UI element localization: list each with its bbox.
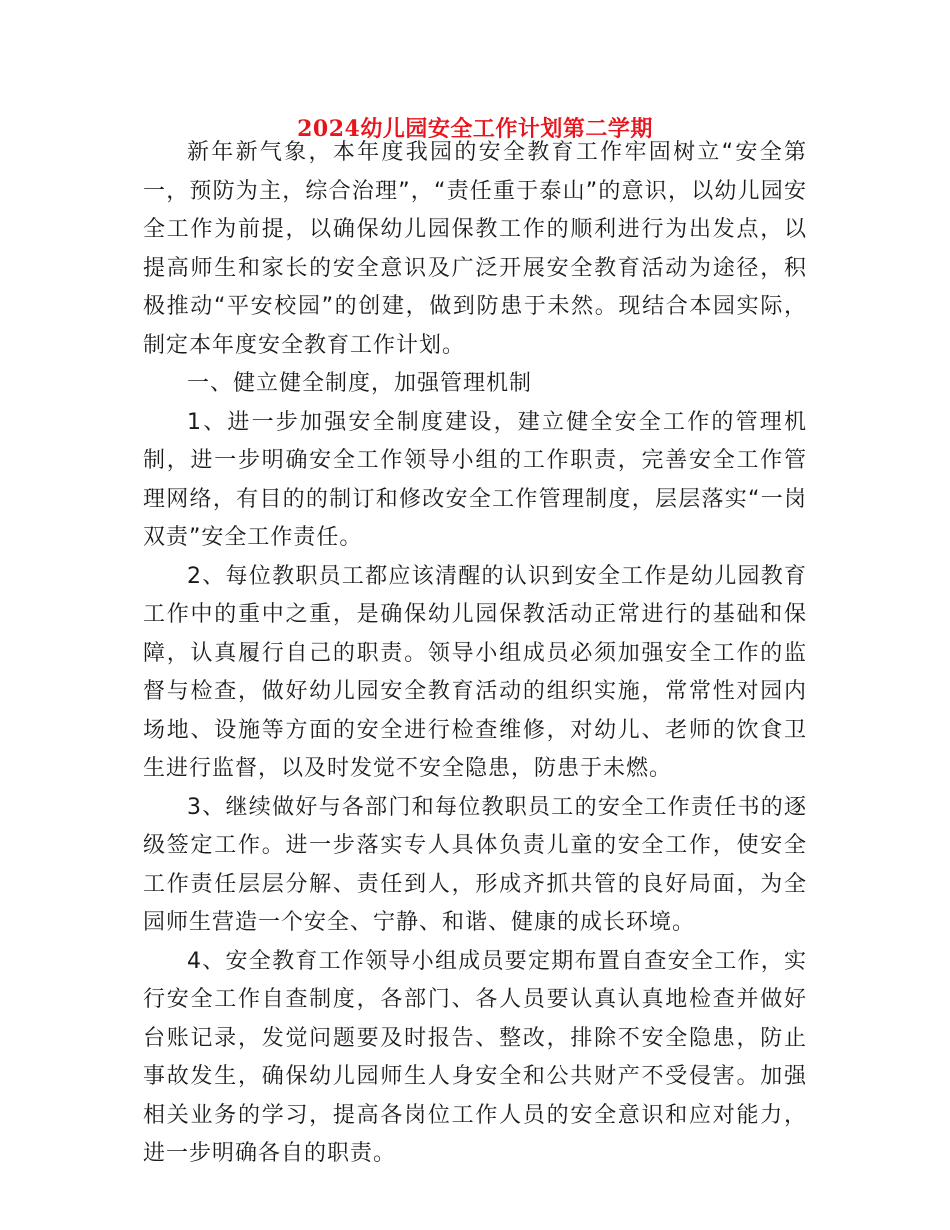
- intro-paragraph: 新年新气象，本年度我园的安全教育工作牢固树立“安全第一，预防为主，综合治理”，“责任重于泰山”的意识，以幼儿园安全工作为前提，以确保幼儿园保教工作的顺利进行为出发点，以提高师生和家长的安全意识及广泛开展安全教育活动为途径，积极推动“平安校园”的创建，做到防患于未然。现结合本园实际，制定本年度安全教育工作计划。: [143, 140, 807, 358]
- document-title: 2024幼儿园安全工作计划第二学期: [297, 116, 653, 142]
- document-body: [143, 134, 807, 1174]
- item-paragraph-2: 2、每位教职员工都应该清醒的认识到安全工作是幼儿园教育工作中的重中之重，是确保幼儿园保教活动正常进行的基础和保障，认真履行自己的职责。领导小组成员必须加强安全工作的监督与检查，做好幼儿园安全教育活动的组织实施，常常性对园内场地、设施等方面的安全进行检查维修，对幼儿、老师的饮食卫生进行监督，以及时发觉不安全隐患，防患于未燃。: [143, 563, 807, 781]
- item-paragraph-1: 1、进一步加强安全制度建设，建立健全安全工作的管理机制，进一步明确安全工作领导小组的工作职责，完善安全工作管理网络，有目的的制订和修改安全工作管理制度，层层落实“一岗双责”安全工作责任。: [143, 409, 807, 550]
- section-heading: 一、健立健全制度，加强管理机制: [187, 371, 533, 396]
- item-paragraph-3: 3、继续做好与各部门和每位教职员工的安全工作责任书的逐级签定工作。进一步落实专人具体负责儿童的安全工作，使安全工作责任层层分解、责任到人，形成齐抓共管的良好局面，为全园师生营造一个安全、宁静、和谐、健康的成长环境。: [143, 794, 807, 935]
- item-paragraph-4: 4、安全教育工作领导小组成员要定期布置自查安全工作，实行安全工作自查制度，各部门、各人员要认真认真地检查并做好台账记录，发觉问题要及时报告、整改，排除不安全隐患，防止事故发生，确保幼儿园师生人身安全和公共财产不受侵害。加强相关业务的学习，提高各岗位工作人员的安全意识和应对能力，进一步明确各自的职责。: [143, 948, 807, 1166]
